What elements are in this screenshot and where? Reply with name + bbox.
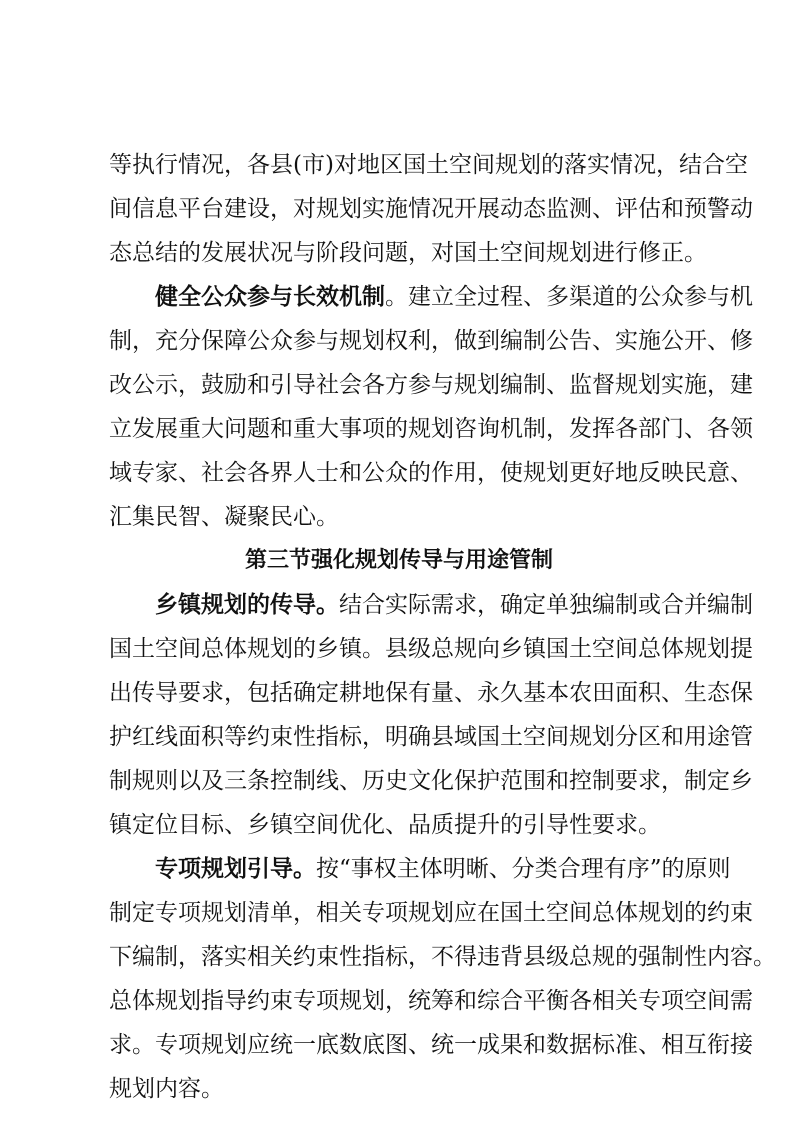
paragraph-3-line-6: 镇定位目标、乡镇空间优化、品质提升的引导性要求。: [109, 812, 661, 838]
paragraph-3-line-5: 制规则以及三条控制线、历史文化保护范围和控制要求，制定乡: [109, 768, 753, 794]
paragraph-2-line-2: 制，充分保障公众参与规划权利，做到编制公告、实施公开、修: [109, 328, 753, 354]
paragraph-3-first-rest: 结合实际需求，确定单独编制或合并编制: [339, 592, 753, 618]
paragraph-4-line-2: 制定专项规划清单，相关专项规划应在国土空间总体规划的约束: [109, 900, 753, 926]
paragraph-4-lead: 专项规划引导。: [155, 856, 316, 882]
paragraph-4-line-5: 求。专项规划应统一底数底图、统一成果和数据标准、相互衔接: [109, 1032, 753, 1058]
paragraph-3-line-2: 国土空间总体规划的乡镇。县级总规向乡镇国土空间总体规划提: [109, 636, 753, 662]
paragraph-3-line-3: 出传导要求，包括确定耕地保有量、永久基本农田面积、生态保: [109, 680, 753, 706]
paragraph-2-first-rest: 。建立全过程、多渠道的公众参与机: [385, 284, 753, 310]
paragraph-2-lead: 健全公众参与长效机制: [155, 284, 385, 310]
paragraph-4-line-1: [155, 849, 731, 889]
section-heading: 第三节强化规划传导与用途管制: [244, 548, 553, 573]
paragraph-2-line-5: 域专家、社会各界人士和公众的作用，使规划更好地反映民意、: [109, 460, 753, 486]
paragraph-3-line-1: [155, 585, 753, 625]
paragraph-1-line-1: 等执行情况，各县(市)对地区国土空间规划的落实情况，结合空: [109, 152, 748, 178]
paragraph-2-line-4: 立发展重大问题和重大事项的规划咨询机制，发挥各部门、各领: [109, 416, 753, 442]
paragraph-2-line-1: [155, 277, 753, 317]
paragraph-4-first-rest: 按“事权主体明晰、分类合理有序”的原则: [316, 856, 731, 882]
paragraph-3-lead: 乡镇规划的传导。: [155, 592, 339, 618]
paragraph-4-line-6: 规划内容。: [109, 1076, 224, 1102]
paragraph-1-line-2: 间信息平台建设，对规划实施情况开展动态监测、评估和预警动: [109, 196, 753, 222]
paragraph-1-line-3: 态总结的发展状况与阶段问题，对国土空间规划进行修正。: [109, 240, 707, 266]
paragraph-4-line-3: 下编制，落实相关约束性指标，不得违背县级总规的强制性内容。: [109, 944, 776, 970]
paragraph-3-line-4: 护红线面积等约束性指标，明确县域国土空间规划分区和用途管: [109, 724, 753, 750]
paragraph-4-line-4: 总体规划指导约束专项规划，统筹和综合平衡各相关专项空间需: [109, 988, 753, 1014]
paragraph-2-line-6: 汇集民智、凝聚民心。: [109, 504, 339, 530]
paragraph-2-line-3: 改公示，鼓励和引导社会各方参与规划编制、监督规划实施，建: [109, 372, 753, 398]
